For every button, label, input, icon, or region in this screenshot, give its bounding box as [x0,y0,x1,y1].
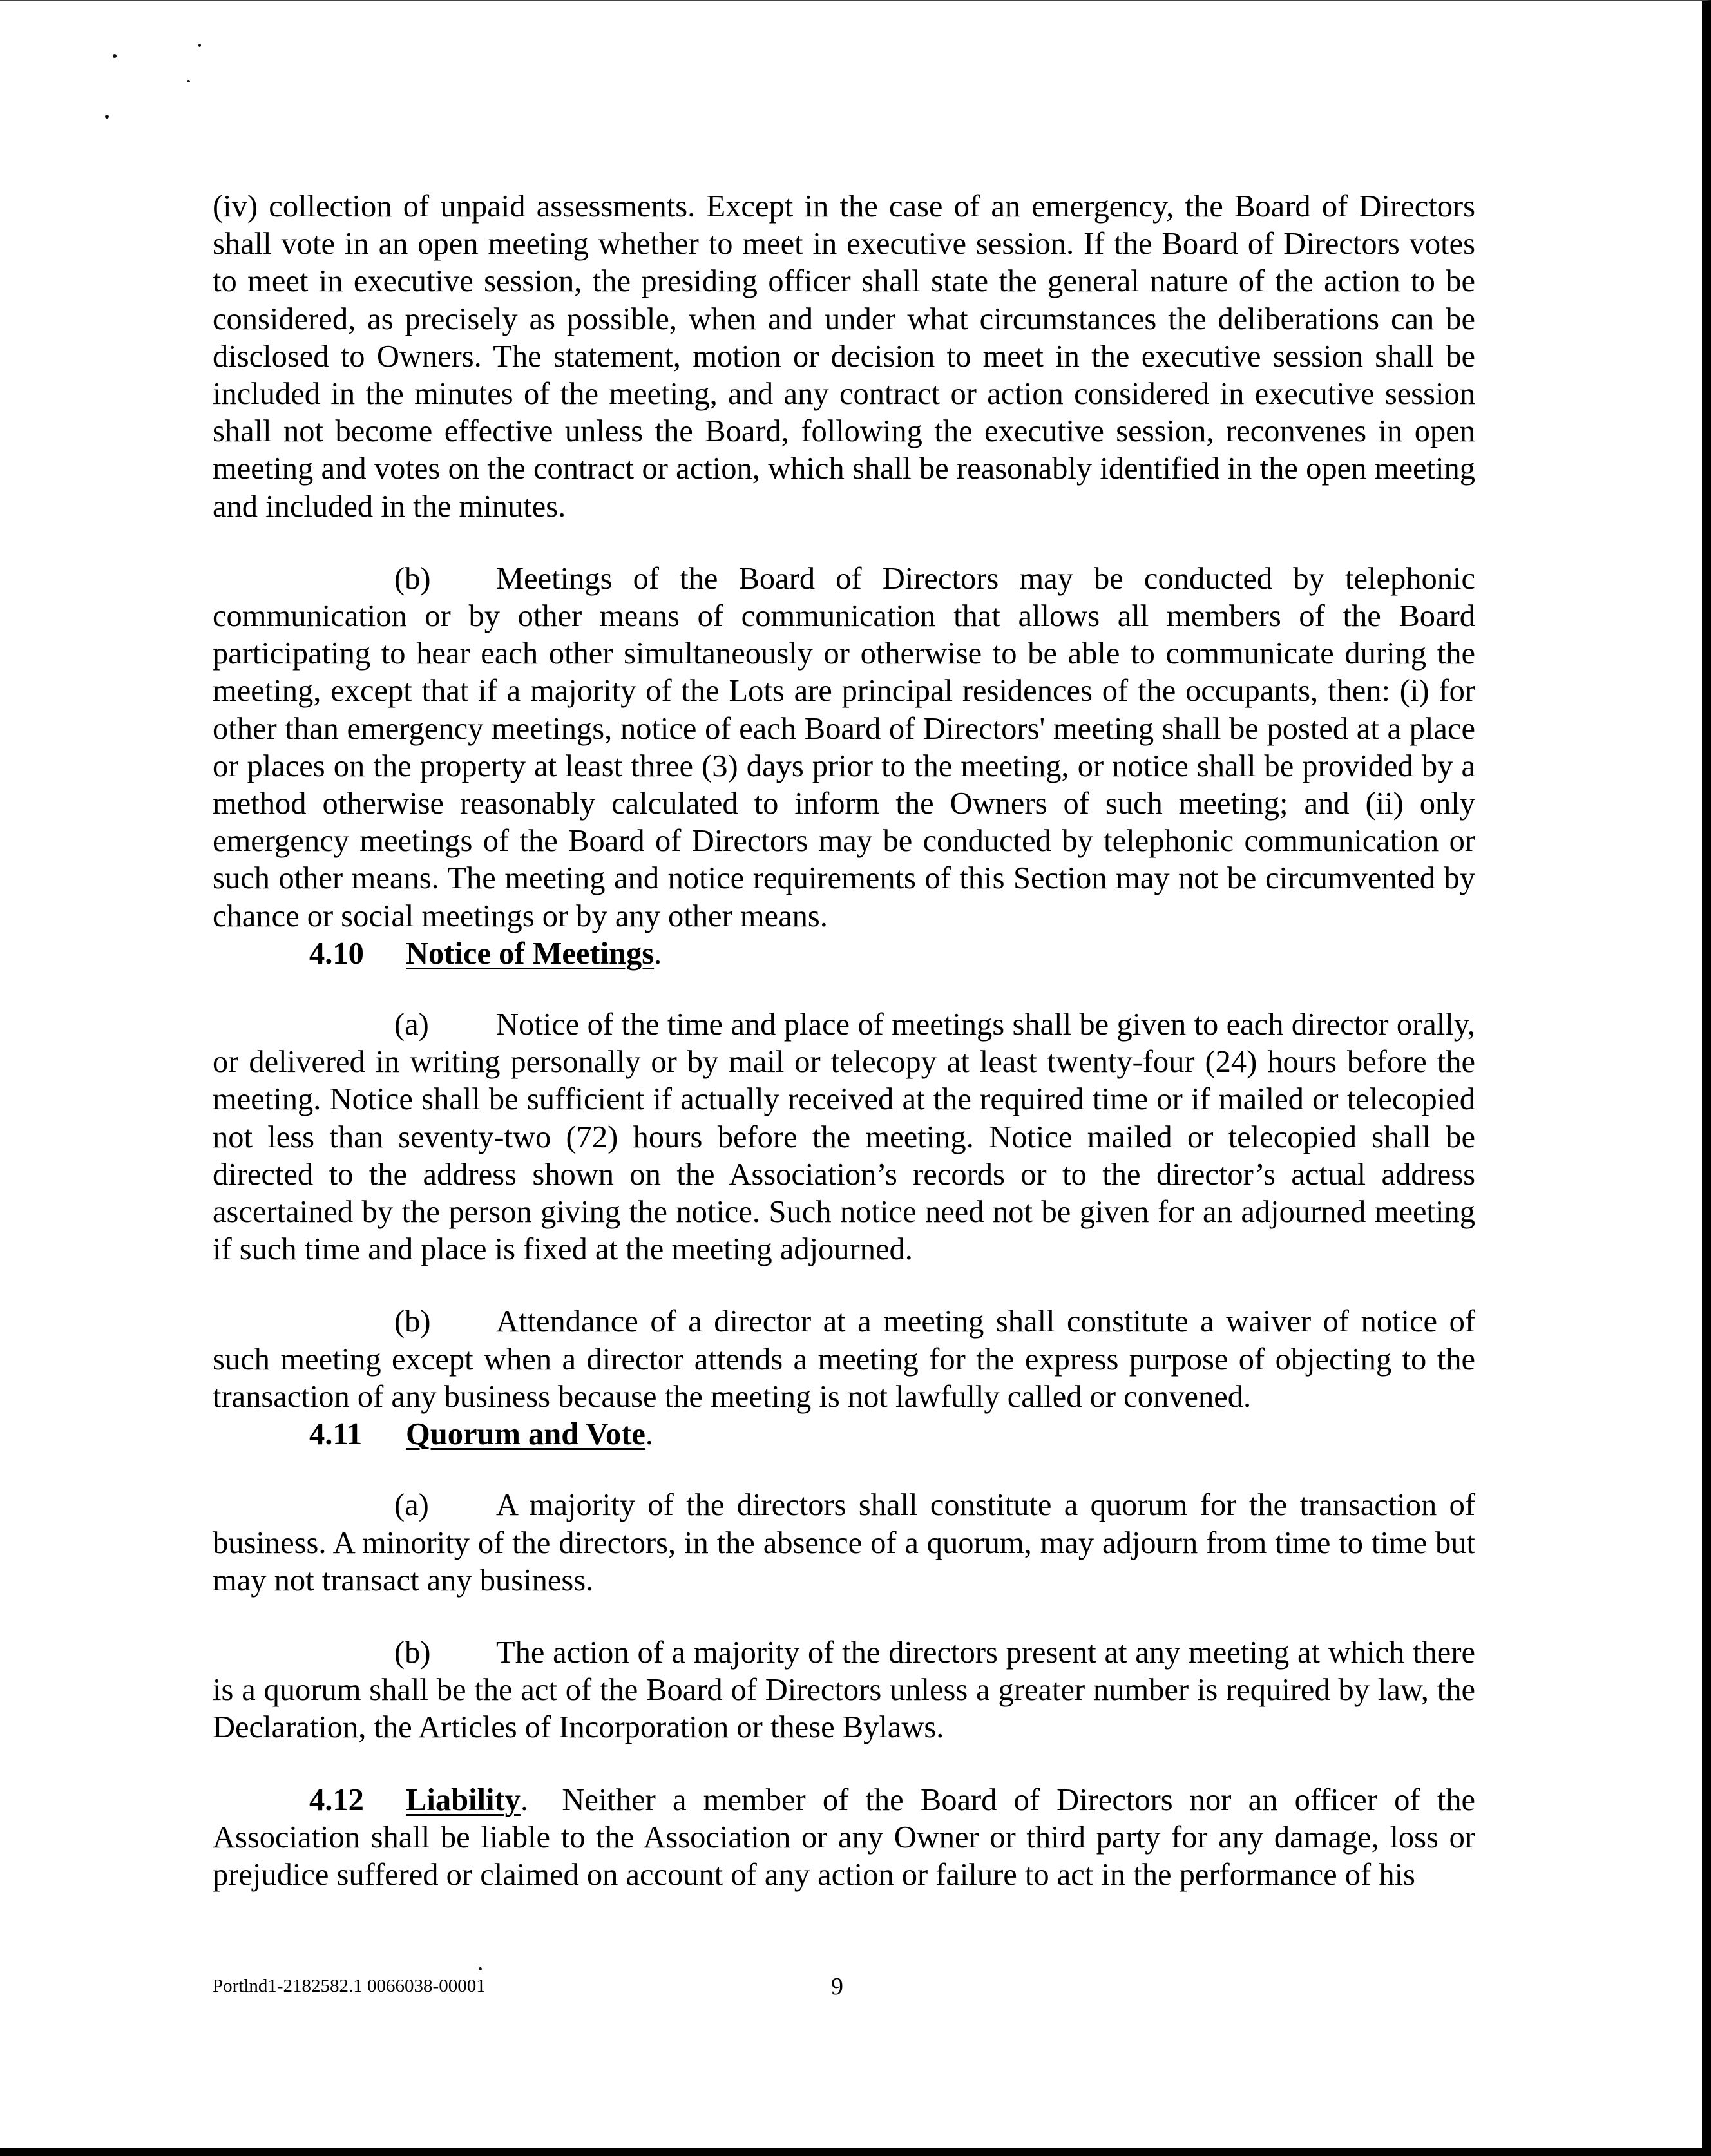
body-text [213,188,1475,1894]
section-title-period: . [645,1417,654,1452]
section-heading-4-11 [213,1416,1475,1453]
paragraph-executive-session: (iv) collection of unpaid assessments. Except in the case of an emergency, the Board of Directors shall vote in an open meeting whether to meet in executive session. If the Board of Directors votes to meet in executive session, the presiding officer shall state the general nature of the action to be considered, as precisely as possible, when and under what circumstances the deliberations can be disclosed to Owners. The statement, motion or decision to meet in the executive session shall be included in the minutes of the meeting, and any contract or action considered in executive session shall not become effective unless the Board, following the executive session, reconvenes in open meeting and votes on the contract or action, which shall be reasonably identified in the open meeting and included in the minutes. [213,189,1475,524]
paragraph-4-11-a [213,1487,1475,1599]
scan-speck [479,1967,482,1970]
paragraph-4-12 [213,1782,1475,1894]
paragraph-text: Notice of the time and place of meetings shall be given to each director orally, or delivered in writing personally or by mail or telecopy at least twenty-four (24) hours before the meeting. Notice shall be sufficient if actually received at the required time or if mailed or telecopied not less than seventy-two (72) hours before the meeting. Notice mailed or telecopied shall be directed to the address shown on the Association’s records or to the director’s actual address ascertained by the person giving the notice. Such notice need not be given for an adjourned meeting if such time and place is fixed at the meeting adjourned. [213,1007,1475,1267]
paragraph-4-11-b [213,1634,1475,1747]
section-title: Notice of Meetings [406,936,655,971]
paragraph-4-9-b [213,560,1475,935]
section-number: 4.12 [309,1782,364,1817]
subsection-label: (a) [394,1488,429,1523]
page-number: 9 [831,1973,843,2000]
section-number: 4.11 [309,1417,363,1452]
scan-speck [105,115,109,119]
paragraph-text: Meetings of the Board of Directors may be conducted by telephonic communication or by other means of communication that allows all members of the Board participating to hear each other simultaneously or otherwise to be able to communicate during the meeting, except that if a majority of the Lots are principal residences of the occupants, then: (i) for other than emergency meetings, notice of each Board of Directors' meeting shall be posted at a place or places on the property at least three (3) days prior to the meeting, or notice shall be provided by a method otherwise reasonably calculated to inform the Owners of such meeting; and (ii) only emergency meetings of the Board of Directors may be conducted by telephonic communication or such other means. The meeting and notice requirements of this Section may not be circumvented by chance or social meetings or by any other means. [213,561,1475,933]
paragraph-4-10-a [213,1006,1475,1268]
section-heading-4-10 [213,935,1475,973]
scan-speck [113,54,117,58]
paragraph-text: Attendance of a director at a meeting shall constitute a waiver of notice of such meeting except when a director attends a meeting for the express purpose of objecting to the transaction of any business because the meeting is not lawfully called or convened. [213,1304,1475,1414]
scan-speck [187,80,190,82]
subsection-label: (b) [394,1304,431,1339]
subsection-label: (b) [394,1635,431,1670]
scan-speck [198,44,201,47]
section-title-period: . [520,1782,528,1817]
footer-document-id: Portlnd1-2182582.1 0066038-00001 [213,1976,486,1996]
paragraph-text: The action of a majority of the directors present at any meeting at which there is a quorum shall be the act of the Board of Directors unless a greater number is required by law, the Declaration, the Articles of Incorporation or these Bylaws. [213,1635,1475,1745]
section-number: 4.10 [309,936,364,971]
section-title-period: . [654,936,662,971]
section-title: Quorum and Vote [406,1417,645,1452]
paragraph-4-10-b [213,1303,1475,1416]
paragraph-text: A majority of the directors shall constitute a quorum for the transaction of business. A minority of the directors, in the absence of a quorum, may adjourn from time to time but may not transact any business. [213,1488,1475,1598]
subsection-label: (a) [394,1007,429,1042]
section-heading-4-12 [213,1783,521,1817]
section-title: Liability [406,1782,521,1817]
subsection-label: (b) [394,561,431,596]
paragraph-text: Neither a member of the Board of Directors nor an officer of the Association shall be liable to the Association or any Owner or third party for any damage, loss or prejudice suffered or claimed on account of any action or failure to act in the performance of his [213,1782,1476,1892]
